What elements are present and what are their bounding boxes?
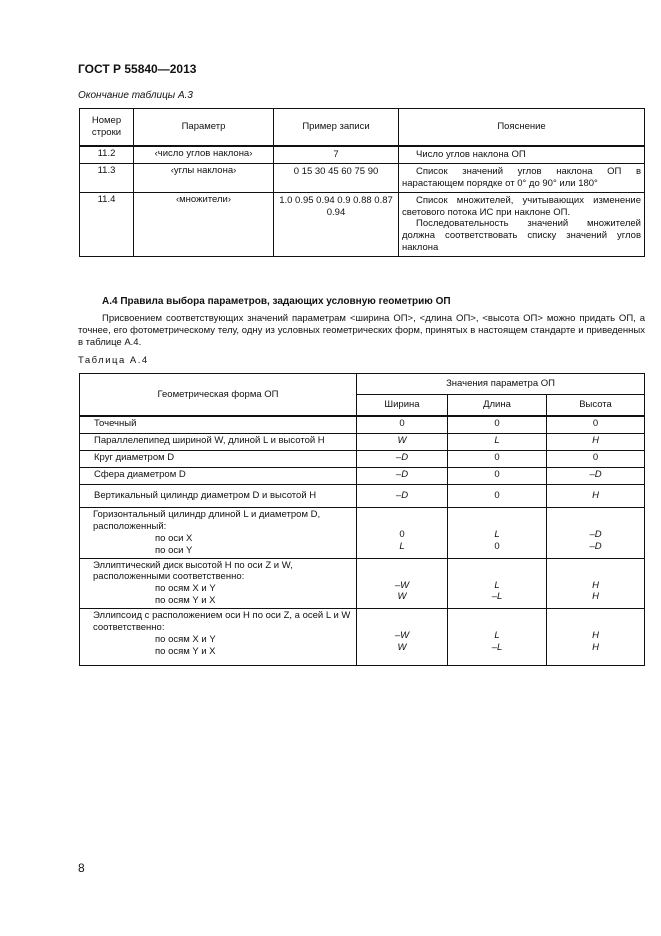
shape-block-sub: по осям X и Y (155, 583, 216, 595)
table-a4 (79, 373, 645, 666)
table-a3 (79, 108, 645, 257)
height-value: H (592, 641, 599, 653)
height-value: –D (589, 529, 602, 540)
table-row (80, 468, 645, 485)
explanation-text: Список множителей, учитывающих изменение светового потока ИС при наклоне ОП. (402, 194, 641, 218)
length-value: L (494, 579, 500, 591)
row-example: 0 15 30 45 60 75 90 (274, 163, 399, 192)
height-value: H (592, 630, 599, 641)
width-cell (357, 558, 448, 609)
length-cell (448, 558, 547, 609)
shape-cell: Сфера диаметром D (80, 468, 357, 485)
table-row (80, 609, 645, 666)
height-cell: H (547, 434, 645, 451)
length-value: –L (491, 591, 503, 603)
col-header-explanation: Пояснение (399, 109, 645, 147)
shape-block-sub: по осям Y и X (155, 645, 216, 657)
row-parameter: ‹число углов наклона› (134, 146, 274, 163)
length-cell: 0 (448, 451, 547, 468)
table-header-row (80, 109, 645, 147)
width-cell (357, 508, 448, 559)
row-example: 1.0 0.95 0.94 0.9 0.88 0.87 0.94 (274, 192, 399, 256)
row-number: 11.2 (80, 146, 134, 163)
height-cell: 0 (547, 451, 645, 468)
height-cell: H (547, 485, 645, 508)
width-cell: –D (357, 451, 448, 468)
row-parameter: ‹множители› (134, 192, 274, 256)
document-header: ГОСТ Р 55840—2013 (78, 62, 197, 76)
col-header-row-number: Номер строки (80, 109, 134, 147)
row-number: 11.4 (80, 192, 134, 256)
shape-block-head: Эллиптический диск высотой H по оси Z и W, расположенными соответственно: (93, 559, 293, 583)
shape-block-cell (80, 558, 357, 609)
shape-block-sub: по оси Y (155, 544, 193, 556)
height-value: H (592, 579, 599, 591)
table-row (80, 508, 645, 559)
shape-block-head: Горизонтальный цилиндр длиной L и диаметром D, расположенный: (93, 509, 321, 532)
length-value: L (494, 630, 500, 641)
shape-block-sub: по осям Y и X (155, 595, 216, 607)
width-cell: –D (357, 485, 448, 508)
shape-cell: Вертикальный цилиндр диаметром D и высотой H (80, 485, 357, 508)
table-label: Таблица А.4 (78, 355, 149, 366)
page-number: 8 (78, 861, 85, 875)
section-paragraph-text: Присвоением соответствующих значений параметрам <ширина ОП>, <длина ОП>, <высота ОП> можно придать ОП, а точнее, его фотометрическому телу, одну из условных геометрических форм, принятых в настоящем стандарте и приведенных в таблице А.4. (78, 313, 645, 349)
length-value: 0 (494, 540, 500, 552)
col-header-example: Пример записи (274, 109, 399, 147)
col-header-length: Длина (448, 395, 547, 417)
shape-block-sub: по осям X и Y (155, 633, 216, 645)
table-row (80, 451, 645, 468)
col-header-height: Высота (547, 395, 645, 417)
width-value: –W (394, 579, 410, 591)
height-value: –D (589, 540, 602, 552)
table-continuation-caption: Окончание таблицы А.3 (78, 90, 193, 101)
width-cell: –D (357, 468, 448, 485)
width-cell (357, 609, 448, 666)
table-row (80, 434, 645, 451)
length-cell (448, 508, 547, 559)
height-value: H (592, 591, 599, 603)
height-cell (547, 508, 645, 559)
row-explanation (399, 163, 645, 192)
col-header-parameter: Параметр (134, 109, 274, 147)
table-row (80, 558, 645, 609)
shape-cell: Круг диаметром D (80, 451, 357, 468)
width-value: W (397, 641, 407, 653)
width-cell: W (357, 434, 448, 451)
shape-block-head: Эллипсоид с расположением оси H по оси Z, а осей L и W соответственно: (93, 610, 351, 633)
row-number: 11.3 (80, 163, 134, 192)
table-row (80, 163, 645, 192)
height-cell (547, 609, 645, 666)
width-value: 0 (399, 529, 405, 540)
width-cell: 0 (357, 416, 448, 434)
table-row (80, 146, 645, 163)
height-cell: 0 (547, 416, 645, 434)
length-value: –L (491, 641, 503, 653)
shape-block-cell (80, 609, 357, 666)
length-cell: 0 (448, 416, 547, 434)
table-row (80, 485, 645, 508)
col-header-shape: Геометрическая форма ОП (80, 374, 357, 417)
col-header-values-group: Значения параметра ОП (357, 374, 645, 395)
row-parameter: ‹углы наклона› (134, 163, 274, 192)
length-cell: L (448, 434, 547, 451)
explanation-text: Число углов наклона ОП (416, 149, 526, 160)
height-cell: –D (547, 468, 645, 485)
shape-cell: Точечный (80, 416, 357, 434)
section-paragraph (78, 313, 645, 349)
row-explanation (399, 146, 645, 163)
length-cell (448, 609, 547, 666)
length-value: L (494, 529, 500, 540)
width-value: W (397, 591, 407, 603)
table-row (80, 192, 645, 256)
height-cell (547, 558, 645, 609)
width-value: –W (394, 630, 410, 641)
col-header-width: Ширина (357, 395, 448, 417)
length-cell: 0 (448, 468, 547, 485)
row-explanation (399, 192, 645, 256)
explanation-text: Список значений углов наклона ОП в нарастающем порядке от 0° до 90° или 180° (402, 165, 641, 189)
shape-block-sub: по оси X (155, 532, 193, 544)
table-header-row (80, 374, 645, 395)
shape-block-cell (80, 508, 357, 559)
width-value: L (399, 540, 405, 552)
section-title: А.4 Правила выбора параметров, задающих условную геометрию ОП (102, 296, 451, 307)
shape-cell: Параллелепипед шириной W, длиной L и высотой H (80, 434, 357, 451)
length-cell: 0 (448, 485, 547, 508)
table-row (80, 416, 645, 434)
row-example: 7 (274, 146, 399, 163)
explanation-text: Последовательность значений множителей должна соответствовать списку значений углов наклона (402, 218, 641, 254)
